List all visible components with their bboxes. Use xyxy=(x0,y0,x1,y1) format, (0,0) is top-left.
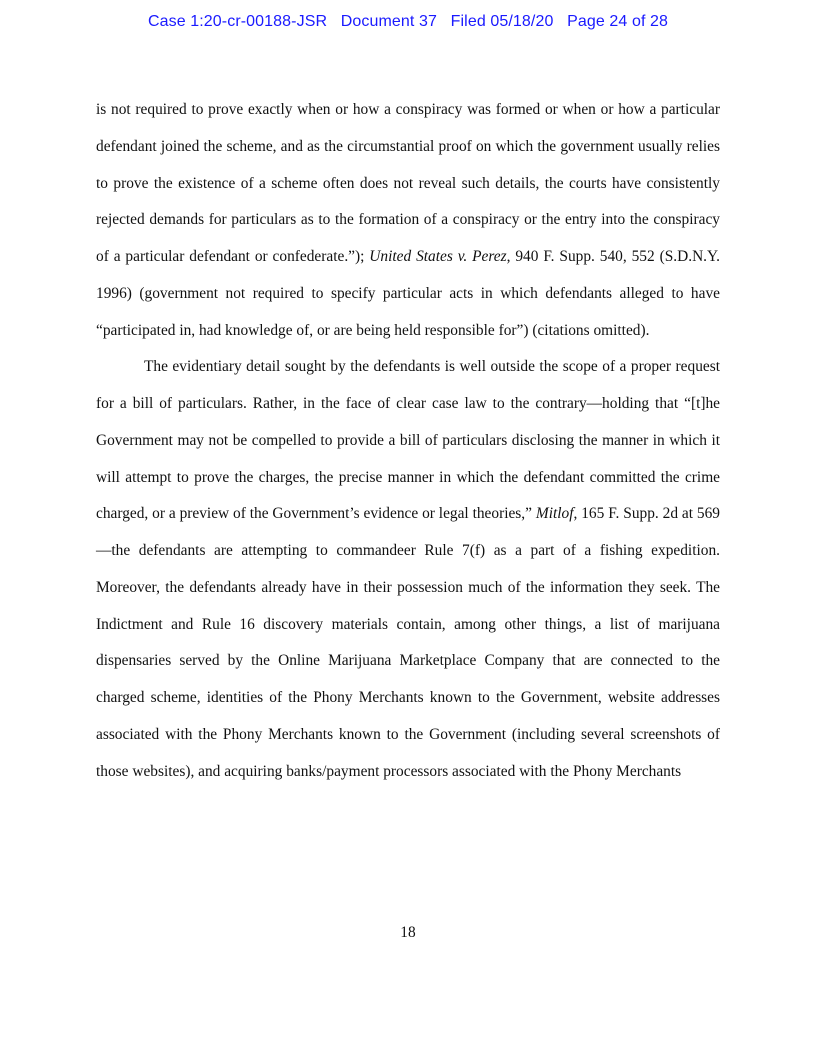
page-number: 18 xyxy=(400,924,416,941)
body-text xyxy=(96,92,720,790)
paragraph-1-text-2: , 940 F. Supp. 540, 552 (S.D.N.Y. 1996) (government not required to specify particular acts in which defendants alleged to have “participated in, had knowledge of, or are being held responsible for”) (citations omitted). xyxy=(96,248,721,339)
paragraph-1 xyxy=(96,92,720,349)
case-citation-perez: United States v. Perez xyxy=(369,248,507,265)
paragraph-2 xyxy=(96,349,720,790)
paragraph-1-text-1: is not required to prove exactly when or how a conspiracy was formed or when or how a particular defendant joined the scheme, and as the circumstantial proof on which the government usually relies to prove the existence of a scheme often does not reveal such details, the courts have consistently rejected demands for particulars as to the formation of a conspiracy or the entry into the conspiracy of a particular defendant or confederate.”); xyxy=(96,101,720,265)
paragraph-2-text-1: The evidentiary detail sought by the defendants is well outside the scope of a proper request for a bill of particulars. Rather, in the face of clear case law to the contrary—holding that “[t]he Government may not be compelled to provide a bill of particulars disclosing the manner in which it will attempt to prove the charges, the precise manner in which the defendant committed the crime charged, or a preview of the Government’s evidence or legal theories,” xyxy=(96,358,720,523)
ecf-filing-header: Case 1:20-cr-00188-JSR Document 37 Filed 05/18/20 Page 24 of 28 xyxy=(147,13,669,30)
paragraph-2-text-2: , 165 F. Supp. 2d at 569—the defendants are attempting to commandeer Rule 7(f) as a part of a fishing expedition. Moreover, the defendants already have in their possession much of the information they seek. The Indictment and Rule 16 discovery materials contain, among other things, a list of marijuana dispensaries served by the Online Marijuana Marketplace Company that are connected to the charged scheme, identities of the Phony Merchants known to the Government, website addresses associated with the Phony Merchants known to the Government (including several screenshots of those websites), and acquiring banks/payment processors associated with the Phony Merchants xyxy=(96,505,720,780)
case-citation-mitlof: Mitlof xyxy=(535,505,574,523)
